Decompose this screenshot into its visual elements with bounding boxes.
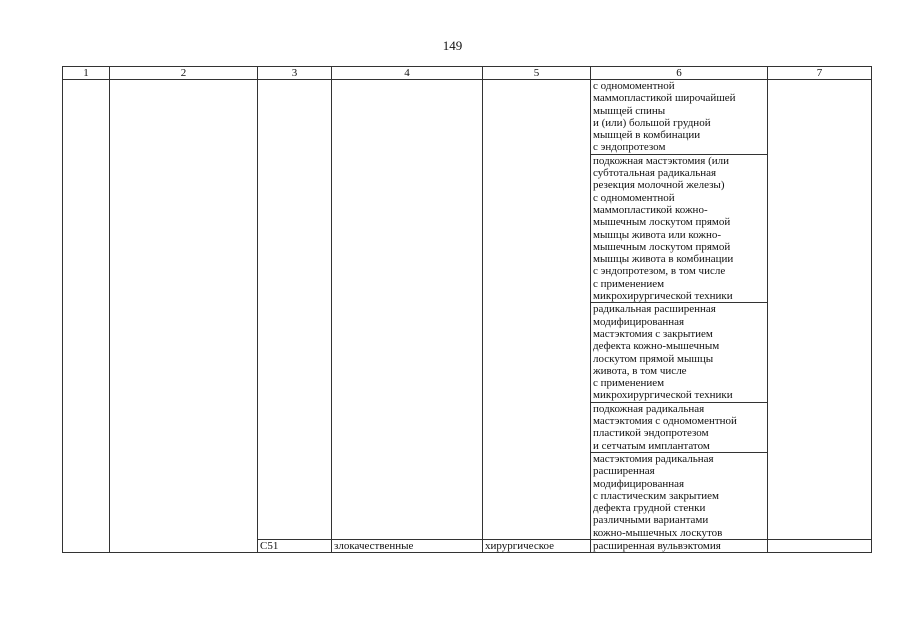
cell-col3 (258, 452, 332, 539)
procedure-cell (591, 402, 768, 452)
procedure-cell (591, 80, 768, 155)
procedure-line: с пластическим закрытием (593, 489, 719, 502)
cell-col3 (258, 154, 332, 303)
cell-col5 (483, 154, 591, 303)
cell-col2 (110, 539, 258, 552)
cell-col1 (63, 154, 110, 303)
procedure-line: кожно-мышечных лоскутов (593, 526, 723, 539)
cell-col3 (258, 402, 332, 452)
procedure-cell (591, 452, 768, 539)
procedure-line: мышцей спины (593, 104, 666, 117)
cell-col2 (110, 303, 258, 402)
cell-col1 (63, 402, 110, 452)
procedure-line: мастэктомия с закрытием (593, 327, 713, 340)
procedure-line: подкожная мастэктомия (или (593, 154, 730, 167)
procedure-line: мастэктомия радикальная (593, 452, 714, 465)
procedure-line: дефекта грудной стенки (593, 502, 706, 515)
procedure-line: различными вариантами (593, 514, 709, 527)
procedure-line: мышечным лоскутом прямой (593, 216, 731, 229)
procedure-line: с применением (593, 277, 665, 290)
medical-care-table (62, 66, 872, 553)
procedure-line: дефекта кожно-мышечным (593, 340, 720, 353)
icd-code-cell: C51 (258, 539, 332, 552)
column-header-5: 5 (483, 67, 591, 80)
table-row (63, 402, 872, 452)
cell-col2 (110, 452, 258, 539)
cell-col1 (63, 452, 110, 539)
procedure-line: с эндопротезом (593, 141, 666, 154)
page-number: 149 (442, 38, 463, 53)
column-header-4: 4 (332, 67, 483, 80)
procedure-line: мышцы живота или кожно- (593, 228, 722, 241)
cell-col2 (110, 402, 258, 452)
procedure-line: и (или) большой грудной (593, 116, 711, 129)
table-body (63, 80, 872, 553)
procedure-line: радикальная расширенная (593, 303, 716, 316)
column-header-7: 7 (768, 67, 872, 80)
procedure-line: мышцей в комбинации (593, 129, 701, 142)
procedure-line: субтотальная радикальная (593, 167, 717, 180)
procedure-line: с эндопротезом, в том числе (593, 265, 726, 278)
cell-col7 (768, 452, 872, 539)
procedure-cell (591, 154, 768, 303)
cell-col7 (768, 402, 872, 452)
procedure-line: и сетчатым имплантатом (593, 439, 710, 452)
column-header-1: 1 (63, 67, 110, 80)
cell-col7 (768, 154, 872, 303)
cell-col3 (258, 80, 332, 155)
procedure-line: модифицированная (593, 477, 685, 490)
cell-col4 (332, 303, 483, 402)
table-row (63, 452, 872, 539)
cell-col5 (483, 402, 591, 452)
procedure-cell (591, 303, 768, 402)
procedure-line: модифицированная (593, 315, 685, 328)
procedure-line: маммопластикой кожно- (593, 203, 708, 216)
procedure-line: маммопластикой широчайшей (593, 92, 736, 105)
table-row (63, 154, 872, 303)
column-header-3: 3 (258, 67, 332, 80)
table-row (63, 303, 872, 402)
column-header-6: 6 (591, 67, 768, 80)
treatment-type-cell: хирургическое (483, 539, 591, 552)
cell-col1 (63, 80, 110, 155)
procedure-line: с одномоментной (593, 191, 675, 204)
cell-col5 (483, 452, 591, 539)
cell-col4 (332, 452, 483, 539)
procedure-line: микрохирургической техники (593, 389, 733, 402)
procedure-line: с одномоментной (593, 80, 675, 92)
cell-col5 (483, 80, 591, 155)
procedure-line: живота, в том числе (593, 364, 687, 377)
column-header-2: 2 (110, 67, 258, 80)
procedure-line: пластикой эндопротезом (593, 427, 709, 440)
treatment-method-cell: расширенная вульвэктомия (591, 539, 768, 552)
cell-col4 (332, 154, 483, 303)
cell-col1 (63, 539, 110, 552)
procedure-line: подкожная радикальная (593, 402, 705, 415)
procedure-line: с применением (593, 377, 665, 390)
cell-col3 (258, 303, 332, 402)
procedure-line: резекция молочной железы) (593, 179, 725, 192)
procedure-line: мастэктомия с одномоментной (593, 415, 737, 428)
cell-col7 (768, 303, 872, 402)
procedure-line: расширенная (593, 465, 655, 478)
procedure-line: микрохирургической техники (593, 290, 733, 303)
cell-col4 (332, 80, 483, 155)
diagnosis-cell: злокачественные (332, 539, 483, 552)
cell-col2 (110, 80, 258, 155)
cell-col1 (63, 303, 110, 402)
cell-col4 (332, 402, 483, 452)
cell-col7 (768, 539, 872, 552)
procedure-line: мышечным лоскутом прямой (593, 240, 731, 253)
cell-col5 (483, 303, 591, 402)
cell-col7 (768, 80, 872, 155)
table-row (63, 539, 872, 552)
procedure-line: мышцы живота в комбинации (593, 253, 734, 266)
table-row (63, 80, 872, 155)
column-number-row (63, 67, 872, 80)
procedure-line: лоскутом прямой мышцы (593, 352, 714, 365)
cell-col2 (110, 154, 258, 303)
